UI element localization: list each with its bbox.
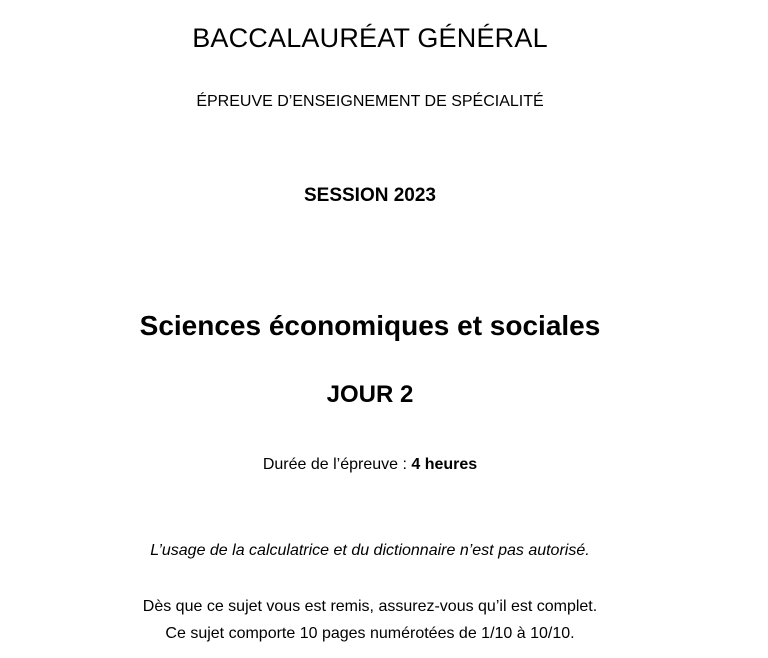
calculator-notice: L’usage de la calculatrice et du dictionnaire n’est pas autorisé. — [150, 542, 590, 559]
duration-value: 4 heures — [411, 456, 478, 473]
document-title: BACCALAURÉAT GÉNÉRAL — [192, 23, 548, 53]
duration-label: Durée de l’épreuve : — [262, 456, 412, 473]
page-count-instruction: Ce sujet comporte 10 pages numérotées de 1/10 à 10/10. — [165, 625, 575, 642]
session-heading: SESSION 2023 — [303, 185, 437, 206]
day-heading: JOUR 2 — [326, 381, 414, 408]
subject-title: Sciences économiques et sociales — [139, 310, 601, 341]
document-subtitle: ÉPREUVE D’ENSEIGNEMENT DE SPÉCIALITÉ — [196, 93, 544, 110]
duration-line — [0, 455, 740, 475]
completeness-instruction: Dès que ce sujet vous est remis, assurez-vous qu’il est complet. — [142, 598, 598, 615]
